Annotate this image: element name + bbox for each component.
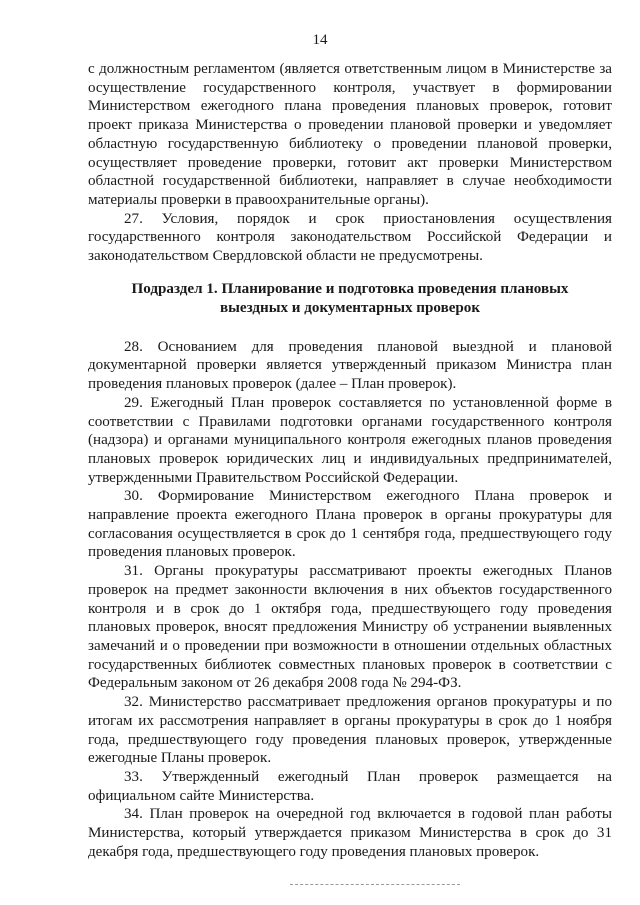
document-body <box>88 60 612 861</box>
scan-artifact-line <box>290 884 460 885</box>
subsection-heading: Подраздел 1. Планирование и подготовка проведения плановых выездных и документарных проверок <box>131 280 569 316</box>
paragraph-31: 31. Органы прокуратуры рассматривают проекты ежегодных Планов проверок на предмет законности включения в них объектов государственного контроля и в срок до 1 октября года, предшествующего году проведения плановых проверок, вносят предложения Министру об устранении выявленных замечаний и о проведении при возможности в отношении отдельных областных государственных библиотек совместных плановых проверок в соответствии с Федеральным законом от 26 декабря 2008 года № 294-ФЗ. <box>88 563 612 692</box>
paragraph-30: 30. Формирование Министерством ежегодного Плана проверок и направление проекта ежегодного Плана проверок в органы прокуратуры для согласования осуществляется в срок до 1 сентября года, предшествующего году проведения плановых проверок. <box>88 488 612 561</box>
paragraph-27: 27. Условия, порядок и срок приостановления осуществления государственного контроля законодательством Российской Федерации и законодательством Свердловской области не предусмотрены. <box>88 210 612 265</box>
paragraph-continuation: с должностным регламентом (является ответственным лицом в Министерстве за осуществление государственного контроля, участвует в формировании Министерством ежегодного плана проведения плановых проверок, готовит проект приказа Министерства о проведении плановой проверки и уведомляет областную государственную библиотеку о проведении плановой проверки, осуществляет проведение проверки, готовит акт проверки Министерством областной государственной библиотеки, направляет в случае необходимости материалы проверки в правоохранительные органы). <box>88 61 612 208</box>
paragraph-33: 33. Утвержденный ежегодный План проверок размещается на официальном сайте Министерства. <box>88 768 612 804</box>
paragraph-28: 28. Основанием для проведения плановой выездной и плановой документарной проверки является утвержденный приказом Министра план проведения плановых проверок (далее – План проверок). <box>88 338 612 393</box>
page-number: 14 <box>312 32 328 48</box>
paragraph-32: 32. Министерство рассматривает предложения органов прокуратуры и по итогам их рассмотрения направляет в органы прокуратуры в срок до 1 ноября года, предшествующего году проведения плановых проверок, утвержденные ежегодные Планы проверок. <box>88 694 612 767</box>
paragraph-29: 29. Ежегодный План проверок составляется по установленной форме в соответствии с Правилами подготовки органами государственного контроля (надзора) и органами муниципального контроля ежегодных планов проведения плановых проверок юридических лиц и индивидуальных предпринимателей, утвержденными Правительством Российской Федерации. <box>88 394 612 486</box>
paragraph-34: 34. План проверок на очередной год включается в годовой план работы Министерства, который утверждается приказом Министерства в срок до 31 декабря года, предшествующего году проведения плановых проверок. <box>88 806 612 860</box>
